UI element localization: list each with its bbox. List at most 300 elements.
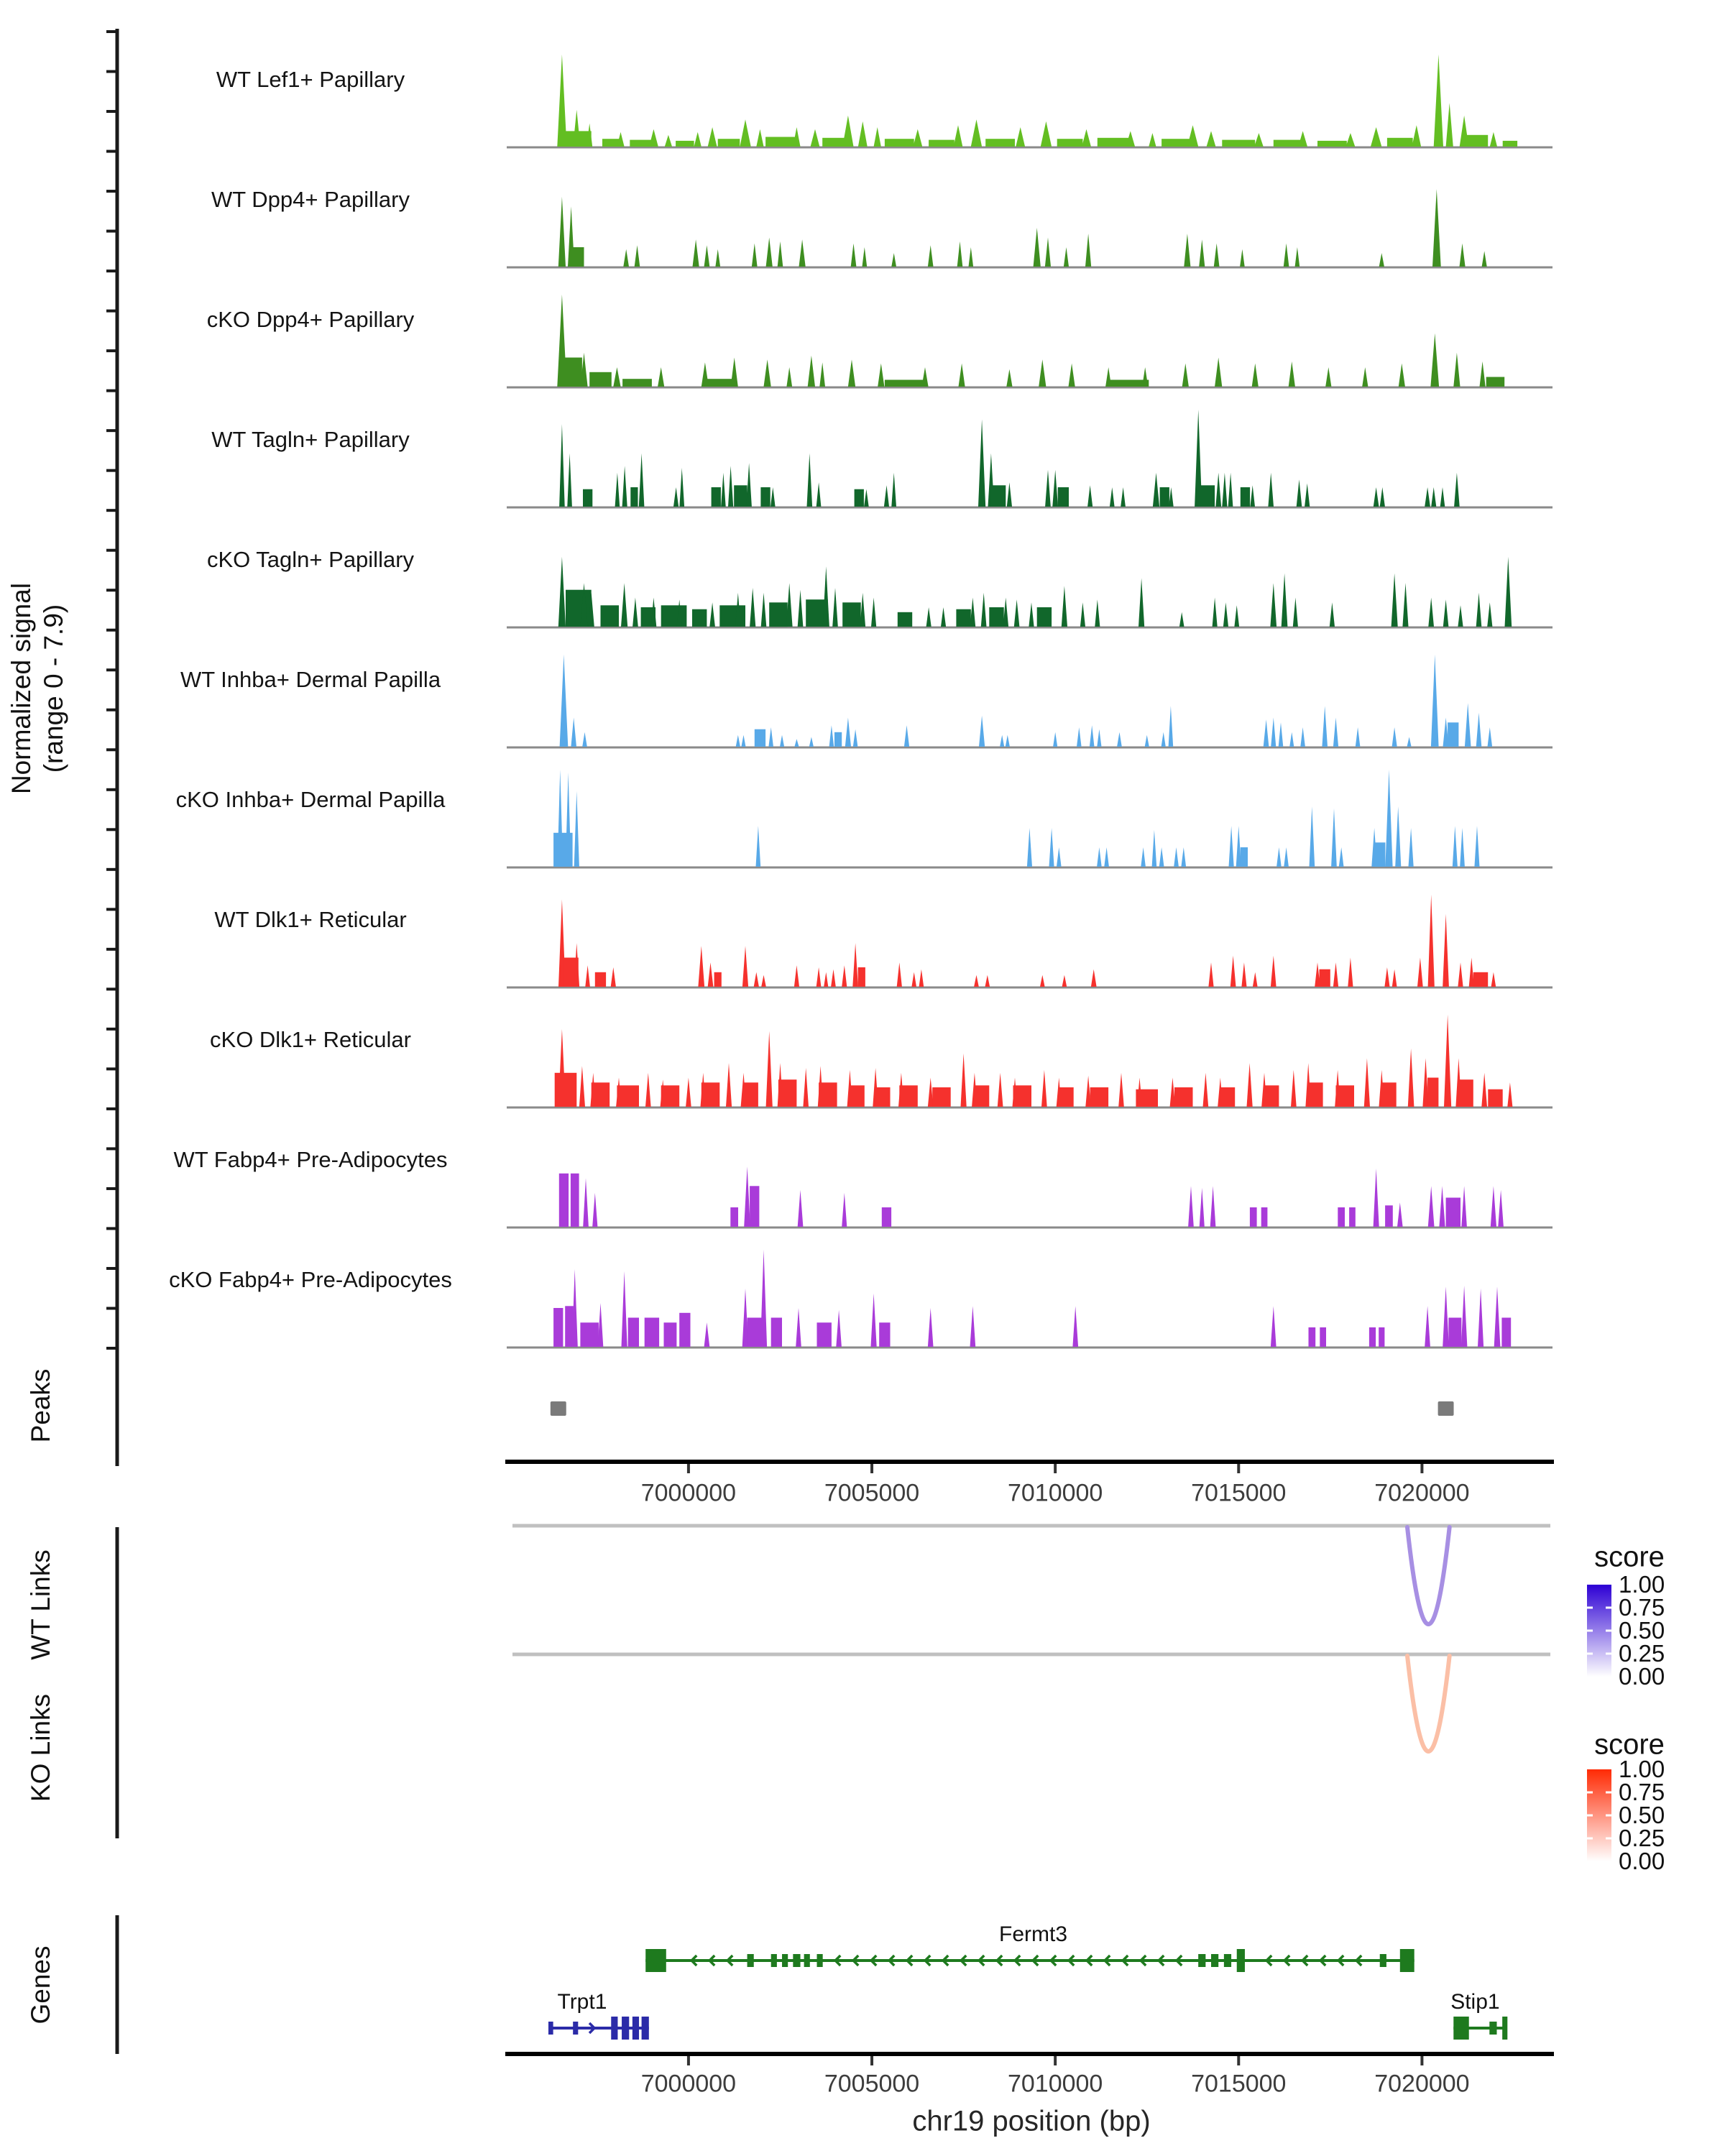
gene-exon xyxy=(793,1954,800,1967)
signal-block xyxy=(1473,972,1488,987)
signal-spike xyxy=(1039,359,1046,387)
signal-spike xyxy=(1045,238,1051,267)
signal-spike xyxy=(1090,725,1095,747)
signal-spike xyxy=(1057,847,1062,867)
signal-block xyxy=(1320,969,1330,987)
signal-spike xyxy=(811,129,820,147)
signal-block xyxy=(819,1082,837,1107)
signal-spike xyxy=(1091,969,1097,987)
signal-block xyxy=(730,1207,738,1227)
signal-spike xyxy=(1145,735,1149,747)
score-legend-value: 1.00 xyxy=(1619,1571,1665,1598)
signal-block xyxy=(719,605,745,627)
signal-block xyxy=(1385,1205,1393,1227)
signal-spike xyxy=(679,468,684,507)
signal-spike xyxy=(884,485,889,507)
signal-spike xyxy=(1305,484,1310,507)
signal-spike xyxy=(1392,727,1397,747)
signal-spike xyxy=(708,127,717,147)
signal-spike xyxy=(1482,251,1487,267)
signal-block xyxy=(1037,607,1052,627)
signal-spike xyxy=(1443,914,1449,987)
signal-block xyxy=(1057,139,1083,147)
legend-bar-tick xyxy=(1606,1630,1611,1632)
signal-spike xyxy=(1104,847,1109,867)
signal-spike xyxy=(726,1063,732,1107)
signal-spike xyxy=(693,239,699,267)
signal-spike xyxy=(1207,131,1216,147)
signal-block xyxy=(1274,140,1303,147)
signal-spike xyxy=(1408,1049,1414,1107)
legend-bar-tick xyxy=(1606,1653,1611,1655)
track-label: cKO Dlk1+ Reticular xyxy=(210,1027,411,1052)
legend-bar-tick xyxy=(1587,1815,1593,1817)
signal-spike xyxy=(1215,358,1222,387)
signal-spike xyxy=(1062,975,1067,987)
signal-spike xyxy=(874,127,881,147)
signal-spike xyxy=(756,129,763,147)
signal-spike xyxy=(1409,828,1414,867)
signal-spike xyxy=(708,962,714,987)
legend-bar-tick xyxy=(1606,1607,1611,1609)
signal-block xyxy=(676,141,694,147)
gene-exon xyxy=(1237,1949,1245,1972)
signal-spike xyxy=(574,791,579,867)
signal-spike xyxy=(1282,573,1288,627)
signal-spike xyxy=(1069,364,1075,387)
score-legend-value: 0.75 xyxy=(1619,1779,1665,1805)
x-tick-label: 7005000 xyxy=(824,1479,920,1507)
signal-block xyxy=(985,139,1015,147)
signal-spike xyxy=(1229,826,1234,867)
signal-spike xyxy=(913,129,922,147)
signal-spike xyxy=(1187,125,1198,147)
signal-block xyxy=(1222,140,1255,147)
signal-block xyxy=(617,1085,639,1107)
signal-block xyxy=(692,609,707,627)
signal-spike xyxy=(1490,132,1497,147)
peak-marker xyxy=(1438,1401,1454,1416)
signal-spike xyxy=(803,1068,809,1107)
x-tick-label: 7010000 xyxy=(1007,1479,1103,1507)
signal-spike xyxy=(1169,487,1174,507)
signal-block xyxy=(755,729,765,747)
gene-exon xyxy=(632,2017,639,2040)
signal-block xyxy=(1446,1198,1460,1227)
signal-spike xyxy=(731,358,738,387)
signal-spike xyxy=(1331,808,1337,867)
signal-spike xyxy=(1440,487,1445,507)
signal-spike xyxy=(583,1179,589,1227)
signal-block xyxy=(664,1322,677,1347)
signal-block xyxy=(553,1308,563,1347)
signal-block xyxy=(630,487,638,507)
signal-block xyxy=(1374,842,1385,867)
signal-spike xyxy=(761,593,767,627)
signal-spike xyxy=(1169,706,1174,747)
signal-block xyxy=(765,137,795,147)
signal-spike xyxy=(1439,1186,1445,1227)
signal-block xyxy=(555,1073,577,1107)
signal-spike xyxy=(1434,55,1443,147)
signal-spike xyxy=(831,969,836,987)
signal-spike xyxy=(1346,133,1356,147)
signal-spike xyxy=(582,732,587,747)
coverage-track-signal xyxy=(553,770,1479,867)
signal-spike xyxy=(649,129,658,147)
score-legend-value: 0.25 xyxy=(1619,1640,1665,1667)
signal-spike xyxy=(623,249,629,267)
signal-spike xyxy=(904,725,909,747)
signal-spike xyxy=(1431,655,1439,747)
signal-spike xyxy=(1027,828,1032,867)
signal-spike xyxy=(1159,847,1164,867)
signal-spike xyxy=(1110,487,1115,507)
signal-spike xyxy=(741,735,745,747)
signal-spike xyxy=(1149,133,1156,147)
signal-spike xyxy=(1213,598,1218,627)
score-legend-value: 0.50 xyxy=(1619,1802,1665,1828)
signal-spike xyxy=(1310,806,1315,867)
signal-spike xyxy=(1184,234,1190,267)
signal-spike xyxy=(981,593,987,627)
signal-spike xyxy=(1052,470,1058,507)
signal-spike xyxy=(1507,1082,1512,1107)
signal-block xyxy=(989,607,1003,627)
gene-exon xyxy=(748,1954,754,1967)
coverage-track-signal xyxy=(559,1166,1504,1227)
signal-spike xyxy=(1279,722,1284,747)
signal-block xyxy=(744,1082,758,1107)
signal-spike xyxy=(878,364,884,387)
signal-spike xyxy=(1295,247,1300,267)
signal-spike xyxy=(1153,473,1159,507)
signal-spike xyxy=(1402,583,1408,627)
signal-spike xyxy=(858,121,868,147)
signal-spike xyxy=(752,244,758,267)
signal-block xyxy=(702,1082,720,1107)
signal-spike xyxy=(1330,602,1335,627)
signal-spike xyxy=(1223,602,1228,627)
signal-block xyxy=(1381,1082,1396,1107)
signal-spike xyxy=(971,119,982,147)
signal-spike xyxy=(1208,962,1213,987)
signal-spike xyxy=(1041,1070,1047,1107)
signal-spike xyxy=(742,946,748,987)
signal-block xyxy=(850,1085,864,1107)
signal-spike xyxy=(1276,847,1282,867)
signal-spike xyxy=(1284,847,1289,867)
signal-block xyxy=(1174,1087,1193,1107)
signal-spike xyxy=(816,967,822,987)
signal-spike xyxy=(799,239,806,267)
signal-spike xyxy=(1080,602,1085,627)
signal-block xyxy=(1349,1207,1356,1227)
gene-model xyxy=(645,1949,1414,1972)
signal-spike xyxy=(871,1294,877,1347)
signal-spike xyxy=(567,453,572,507)
signal-block xyxy=(1448,722,1458,747)
coverage-track-signal xyxy=(560,655,1493,747)
gene-exon xyxy=(645,1949,666,1972)
signal-block xyxy=(879,1322,890,1347)
signal-spike xyxy=(1474,826,1479,867)
gene-exon xyxy=(771,1954,777,1967)
signal-spike xyxy=(721,473,726,507)
signal-spike xyxy=(798,590,804,627)
signal-spike xyxy=(1487,602,1492,627)
coverage-track-signal xyxy=(558,557,1512,627)
signal-block xyxy=(580,1322,599,1347)
signal-spike xyxy=(1444,1015,1451,1107)
signal-block xyxy=(1098,138,1131,147)
signal-spike xyxy=(709,602,715,627)
signal-spike xyxy=(750,588,755,627)
legend-bar-tick xyxy=(1587,1653,1593,1655)
signal-spike xyxy=(851,244,857,267)
signal-spike xyxy=(1453,353,1460,387)
signal-spike xyxy=(728,466,733,507)
signal-spike xyxy=(571,718,576,747)
signal-spike xyxy=(1240,249,1245,267)
signal-spike xyxy=(1498,1190,1504,1227)
signal-spike xyxy=(891,253,896,267)
gene-exon xyxy=(1453,2017,1468,2040)
signal-spike xyxy=(1077,727,1082,747)
signal-block xyxy=(1261,1207,1268,1227)
signal-spike xyxy=(1289,361,1295,387)
signal-block xyxy=(1264,1085,1279,1107)
signal-spike xyxy=(778,241,783,267)
gene-exon xyxy=(1380,1954,1386,1967)
legend-bar-tick xyxy=(1606,1792,1611,1794)
signal-spike xyxy=(635,245,640,267)
signal-spike xyxy=(1141,847,1146,867)
signal-spike xyxy=(926,607,932,627)
signal-block xyxy=(1466,135,1489,147)
signal-block xyxy=(769,602,788,627)
signal-block xyxy=(553,833,573,867)
signal-block xyxy=(645,1318,659,1348)
signal-spike xyxy=(998,1073,1003,1107)
gene-model xyxy=(548,2017,649,2040)
signal-spike xyxy=(1284,244,1289,267)
signal-block xyxy=(1309,1327,1316,1347)
signal-spike xyxy=(622,466,627,507)
link-arc xyxy=(1407,1656,1450,1751)
signal-block xyxy=(1241,847,1248,867)
signal-spike xyxy=(809,737,814,747)
signal-spike xyxy=(1325,367,1331,387)
signal-spike xyxy=(766,238,773,267)
signal-spike xyxy=(1491,972,1496,987)
signal-spike xyxy=(959,364,965,387)
signal-spike xyxy=(1395,806,1401,867)
signal-block xyxy=(661,1085,680,1107)
signal-block xyxy=(1369,1327,1376,1347)
signal-spike xyxy=(1333,718,1338,747)
signal-spike xyxy=(761,975,766,987)
signal-block xyxy=(1308,1082,1322,1107)
signal-block xyxy=(1059,1087,1073,1107)
signal-spike xyxy=(1298,131,1307,147)
signal-spike xyxy=(1203,1073,1209,1107)
gene-exon xyxy=(622,2017,629,2040)
signal-spike xyxy=(1271,1306,1276,1347)
legend-bar-tick xyxy=(1587,1630,1593,1632)
signal-spike xyxy=(1425,487,1430,507)
signal-spike xyxy=(1458,962,1463,987)
signal-block xyxy=(932,1087,951,1107)
signal-block xyxy=(566,590,592,627)
signal-spike xyxy=(764,359,771,387)
signal-spike xyxy=(1432,189,1441,267)
signal-spike xyxy=(658,367,664,387)
signal-spike xyxy=(632,598,638,627)
signal-spike xyxy=(1430,333,1439,387)
gene-exon xyxy=(573,2022,578,2035)
track-label: WT Dpp4+ Papillary xyxy=(211,187,410,212)
gene-exon xyxy=(1400,1949,1414,1972)
signal-spike xyxy=(1188,1186,1194,1227)
signal-block xyxy=(1338,1207,1345,1227)
track-label: WT Fabp4+ Pre-Adipocytes xyxy=(173,1147,448,1172)
track-label: cKO Fabp4+ Pre-Adipocytes xyxy=(169,1267,452,1292)
signal-spike xyxy=(1199,239,1205,267)
signal-block xyxy=(885,139,914,147)
signal-spike xyxy=(961,1054,967,1107)
signal-spike xyxy=(1443,1286,1449,1347)
signal-spike xyxy=(621,583,627,627)
signal-spike xyxy=(1446,103,1453,147)
y-axis-label-line1: Normalized signal xyxy=(6,582,36,795)
signal-spike xyxy=(1234,605,1239,627)
gene-exon xyxy=(1502,2017,1507,2040)
signal-block xyxy=(748,1318,762,1348)
signal-spike xyxy=(824,972,828,987)
signal-spike xyxy=(558,197,566,267)
link-arc xyxy=(1407,1527,1450,1624)
signal-spike xyxy=(622,1271,627,1347)
signal-block xyxy=(817,1322,832,1347)
signal-block xyxy=(1503,141,1517,147)
signal-spike xyxy=(559,424,565,507)
signal-spike xyxy=(1362,367,1368,387)
signal-spike xyxy=(1407,737,1412,747)
signal-spike xyxy=(1253,972,1258,987)
signal-spike xyxy=(919,969,924,987)
signal-spike xyxy=(615,473,620,507)
signal-spike xyxy=(1181,847,1186,867)
signal-block xyxy=(712,487,721,507)
signal-spike xyxy=(746,463,752,507)
signal-block xyxy=(1427,1078,1438,1107)
signal-spike xyxy=(1045,470,1051,507)
signal-block xyxy=(1320,1327,1326,1347)
signal-spike xyxy=(978,420,985,507)
track-label: cKO Tagln+ Papillary xyxy=(206,547,415,572)
signal-block xyxy=(1160,487,1169,507)
signal-spike xyxy=(780,735,784,747)
signal-spike xyxy=(1097,847,1102,867)
signal-block xyxy=(899,1085,918,1107)
signal-block xyxy=(929,140,954,147)
signal-block xyxy=(571,1174,579,1227)
signal-block xyxy=(771,1318,782,1348)
signal-block xyxy=(1241,487,1250,507)
signal-spike xyxy=(842,116,853,147)
signal-spike xyxy=(853,729,858,747)
signal-spike xyxy=(1461,1286,1468,1347)
signal-spike xyxy=(979,716,985,747)
x-axis-title: chr19 position (bp) xyxy=(912,2105,1151,2137)
signal-spike xyxy=(1291,1070,1297,1107)
peak-marker xyxy=(551,1401,566,1416)
signal-spike xyxy=(1250,485,1255,507)
signal-spike xyxy=(1034,228,1041,267)
signal-block xyxy=(1250,1207,1257,1227)
signal-spike xyxy=(1029,602,1034,627)
signal-spike xyxy=(970,1306,976,1347)
signal-spike xyxy=(736,735,740,747)
signal-block xyxy=(1448,1318,1461,1348)
x-tick-label: 7005000 xyxy=(824,2070,920,2098)
signal-spike xyxy=(928,245,934,267)
signal-spike xyxy=(740,119,750,147)
track-label: WT Lef1+ Papillary xyxy=(216,67,405,92)
signal-spike xyxy=(1293,598,1298,627)
signal-spike xyxy=(592,1193,597,1227)
signal-block xyxy=(898,612,912,627)
signal-spike xyxy=(1443,599,1449,627)
score-legend-value: 0.00 xyxy=(1619,1848,1665,1874)
signal-spike xyxy=(832,588,838,627)
score-legend-value: 0.00 xyxy=(1619,1663,1665,1690)
signal-spike xyxy=(1210,1186,1216,1227)
signal-block xyxy=(1090,1087,1109,1107)
signal-block xyxy=(718,139,740,147)
legend-bar-tick xyxy=(1587,1792,1593,1794)
coverage-track-signal xyxy=(558,189,1487,267)
gene-exon xyxy=(804,1954,810,1967)
signal-spike xyxy=(1241,962,1246,987)
signal-spike xyxy=(1458,605,1463,627)
signal-block xyxy=(1013,1085,1032,1107)
signal-spike xyxy=(560,655,569,747)
signal-spike xyxy=(819,362,825,387)
signal-spike xyxy=(1118,1073,1124,1107)
signal-spike xyxy=(1297,479,1302,507)
signal-block xyxy=(1200,485,1215,507)
signal-spike xyxy=(1200,1188,1205,1227)
signal-spike xyxy=(1085,234,1091,267)
signal-block xyxy=(760,487,770,507)
signal-spike xyxy=(957,241,963,267)
signal-block xyxy=(778,1079,797,1107)
signal-spike xyxy=(842,965,847,987)
signal-block xyxy=(1136,1089,1158,1107)
signal-spike xyxy=(1392,969,1397,987)
gene-exon xyxy=(611,2017,617,2040)
signal-spike xyxy=(829,725,834,747)
x-tick-label: 7020000 xyxy=(1374,2070,1470,2098)
coverage-track-signal xyxy=(557,55,1517,147)
signal-spike xyxy=(1488,727,1493,747)
signal-spike xyxy=(941,607,946,627)
legend-bar-tick xyxy=(1587,1607,1593,1609)
signal-block xyxy=(622,379,652,387)
signal-spike xyxy=(1417,958,1423,987)
